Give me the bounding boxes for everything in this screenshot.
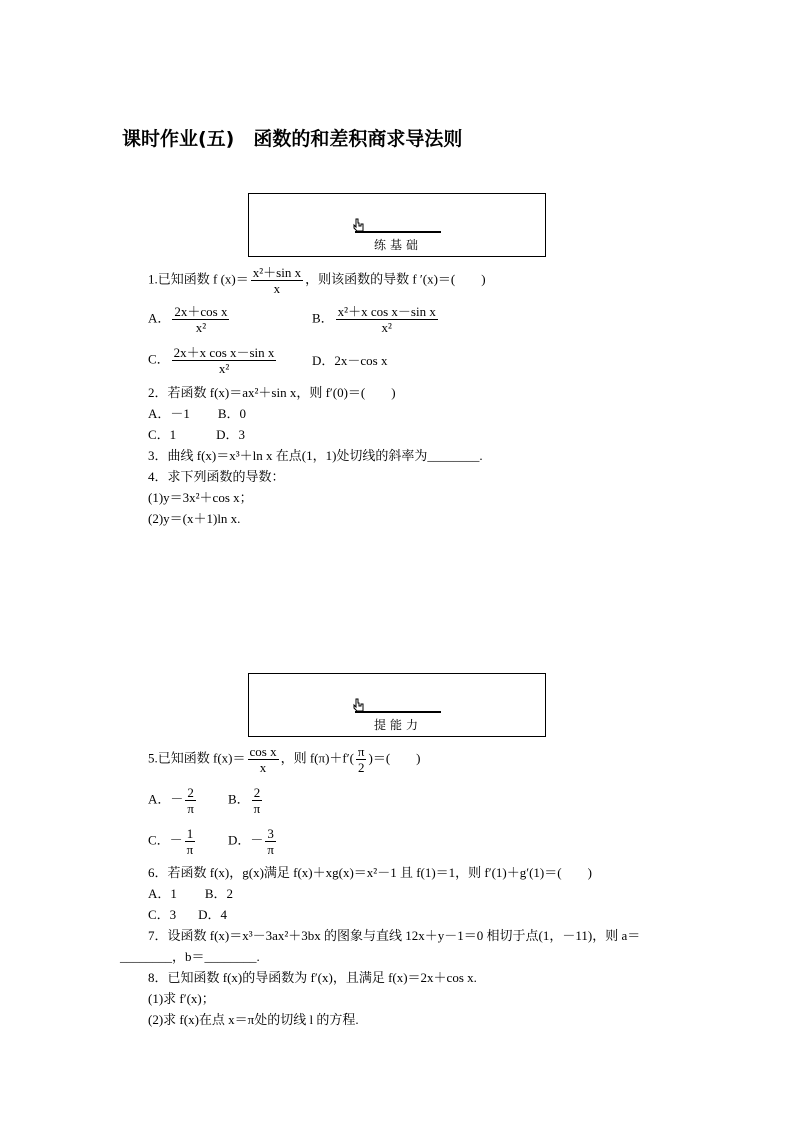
- q1-option-d: D．2x－cos x: [312, 353, 388, 368]
- section-header-basics: [248, 193, 546, 257]
- q6-options-cd: C．3 D．4: [148, 907, 228, 922]
- q1-option-b: B． $\frac{\text{x²＋x cos x－sin x}}{\text{x²}}$: [312, 304, 436, 335]
- q1-option-c: C． $\frac{\text{2x＋x cos x－sin x}}{\text{x²}}$: [148, 345, 275, 376]
- question-2: 2．若函数 f(x)＝ax²＋sin x，则 f′(0)＝( ): [148, 385, 396, 400]
- q4-part-2: (2)y＝(x＋1)ln x.: [148, 511, 241, 526]
- question-6: 6．若函数 f(x)，g(x)满足 f(x)＋xg(x)＝x²－1 且 f(1)＝1，则 f′(1)＋g′(1)＝( ): [148, 865, 592, 880]
- section-rule: [355, 711, 441, 713]
- question-7: 7．设函数 f(x)＝x³－3ax²＋3bx 的图象与直线 12x＋y－1＝0 相切于点(1，－11)，则 a＝: [148, 928, 641, 943]
- question-5: 5.已知函数 f(x)＝ $\frac{\text{cos x}}{x}$ ，则 f(π)＋f′( $\frac{\pi}{2}$ )＝( ): [148, 744, 421, 775]
- q5-option-a: A．－ $\frac{2}{\pi}$: [148, 785, 194, 816]
- question-4: 4．求下列函数的导数：: [148, 469, 285, 484]
- section-rule: [355, 231, 441, 233]
- q2-options-cd: C．1 D．3: [148, 427, 246, 442]
- fraction: $\frac{\text{x²＋sin x}}{x}$: [252, 265, 302, 296]
- q5-option-c: C．－ $\frac{1}{\pi}$: [148, 826, 194, 857]
- section-label: 练基础: [373, 238, 422, 252]
- section-label: 提能力: [373, 718, 422, 732]
- question-7-cont: ________，b＝________.: [120, 949, 260, 964]
- section-header-advanced: [248, 673, 546, 737]
- question-3: 3．曲线 f(x)＝x³＋ln x 在点(1，1)处切线的斜率为________.: [148, 448, 483, 463]
- q2-options-ab: A．－1 B．0: [148, 406, 247, 421]
- q1-option-a: A． $\frac{\text{2x＋cos x}}{\text{x²}}$: [148, 304, 228, 335]
- q6-options-ab: A．1 B．2: [148, 886, 234, 901]
- question-1: 1.已知函数 f (x)＝ $\frac{\text{x²＋sin x}}{x}$ ，则该函数的导数 f ′(x)＝( ): [148, 265, 486, 296]
- question-8: 8．已知函数 f(x)的导函数为 f′(x)，且满足 f(x)＝2x＋cos x.: [148, 970, 477, 985]
- q5-option-d: D．－ $\frac{3}{\pi}$: [228, 826, 274, 857]
- q8-part-2: (2)求 f(x)在点 x＝π处的切线 l 的方程.: [148, 1012, 359, 1027]
- q8-part-1: (1)求 f′(x)；: [148, 991, 215, 1006]
- q4-part-1: (1)y＝3x²＋cos x；: [148, 490, 253, 505]
- q5-option-b: B． $\frac{2}{\pi}$: [228, 785, 261, 816]
- page-title: 课时作业(五) 函数的和差积商求导法则: [122, 128, 463, 150]
- hand-pointer-icon: [353, 218, 365, 237]
- hand-pointer-icon: [353, 698, 365, 717]
